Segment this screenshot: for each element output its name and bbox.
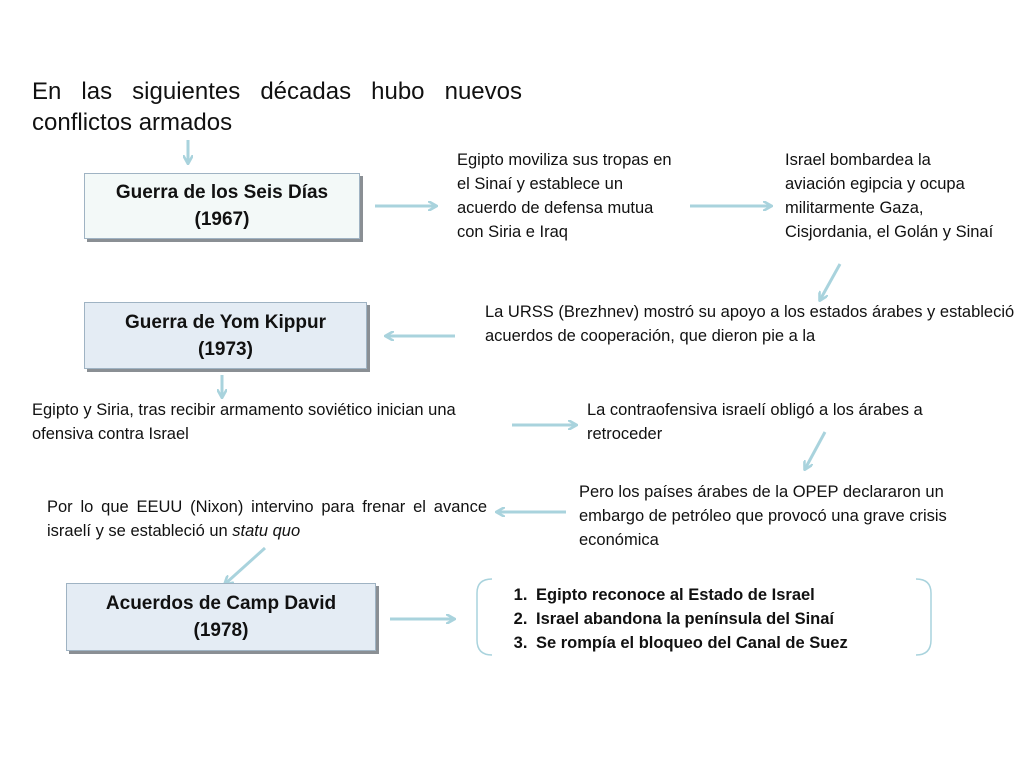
yom-kippur-war-year: (1973) <box>198 338 253 360</box>
six-day-war-title: Guerra de los Seis Días <box>115 182 329 203</box>
yom-kippur-war-title: Guerra de Yom Kippur <box>125 311 326 333</box>
usa-intervention-text <box>47 495 487 543</box>
camp-david-accords-box <box>66 583 376 651</box>
yom-kippur-war-box <box>84 302 367 369</box>
arrow-eeuu-down <box>225 548 265 584</box>
opec-embargo-text: Pero los países árabes de la OPEP declararon un embargo de petróleo que provocó una grave crisis económica <box>579 483 947 549</box>
arrow-israel-down <box>820 264 840 300</box>
accord-item: 1. Egipto reconoce al Estado de Israel <box>532 583 932 607</box>
camp-david-accords-title: Acuerdos de Camp David <box>105 593 337 614</box>
egypt-mobilizes-text: Egipto moviliza sus tropas en el Sinaí y establece un acuerdo de defensa mutua con Siria e Iraq <box>457 151 672 241</box>
accord-item: 2. Israel abandona la península del Sinaí <box>532 607 932 631</box>
camp-david-accords-year: (1978) <box>193 620 249 641</box>
usa-intervention-main: Por lo que EEUU (Nixon) intervino para frenar el avance israelí y se estableció un <box>47 498 487 540</box>
accord-item: 3. Se rompía el bloqueo del Canal de Suez <box>532 631 932 655</box>
counteroffensive-text: La contraofensiva israelí obligó a los árabes a retroceder <box>587 401 923 443</box>
accords-list <box>474 583 932 655</box>
israel-bombs-text: Israel bombardea la aviación egipcia y ocupa militarmente Gaza, Cisjordania, el Golán y Sinaí <box>785 151 994 241</box>
accords-list-box <box>474 577 932 657</box>
urss-support-text: La URSS (Brezhnev) mostró su apoyo a los estados árabes y estableció acuerdos de cooperación, que dieron pie a la <box>485 303 1015 345</box>
six-day-war-box <box>84 173 360 239</box>
six-day-war-year: (1967) <box>194 209 250 230</box>
egypt-syria-attack-text: Egipto y Siria, tras recibir armamento soviético inician una ofensiva contra Israel <box>32 401 456 443</box>
statu-quo-emphasis: statu quo <box>232 522 301 540</box>
intro-text: En las siguientes décadas hubo nuevos conflictos armados <box>32 78 522 136</box>
